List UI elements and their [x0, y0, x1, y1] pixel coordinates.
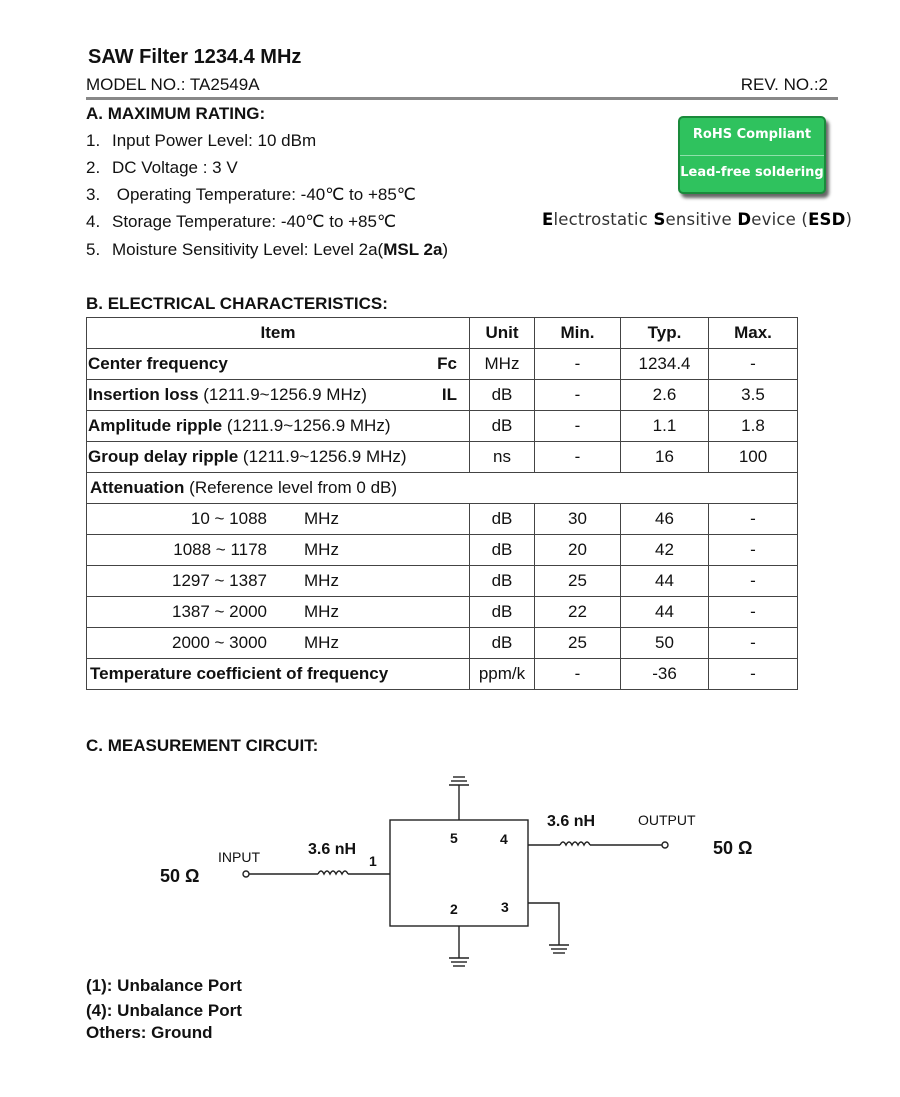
- document-title: SAW Filter 1234.4 MHz: [88, 46, 302, 68]
- table-row: 10 ~ 1088 MHz dB 30 46 -: [87, 504, 798, 535]
- table-row: 1297 ~ 1387 MHz dB 25 44 -: [87, 566, 798, 597]
- output-inductor: [560, 842, 590, 845]
- table-row: Center frequency Fc MHz - 1234.4 -: [87, 349, 798, 380]
- esd-label: Electrostatic Sensitive Device (ESD): [542, 210, 853, 229]
- table-row: 1088 ~ 1178 MHz dB 20 42 -: [87, 535, 798, 566]
- section-b-heading: B. ELECTRICAL CHARACTERISTICS:: [86, 294, 388, 313]
- attenuation-heading-row: Attenuation (Reference level from 0 dB): [87, 473, 798, 504]
- table-row: Insertion loss (1211.9~1256.9 MHz) IL dB - 2.6 3.5: [87, 380, 798, 411]
- col-header-unit: Unit: [470, 318, 535, 349]
- input-terminal: [243, 871, 249, 877]
- pin-label: 2: [450, 901, 458, 917]
- section-c-heading: C. MEASUREMENT CIRCUIT:: [86, 736, 319, 755]
- model-number: MODEL NO.: TA2549A: [86, 75, 260, 94]
- rating-item: 2. DC Voltage : 3 V: [86, 158, 238, 177]
- output-inductor-value: 3.6 nH: [547, 813, 596, 830]
- col-header-min: Min.: [535, 318, 621, 349]
- pin-label: 1: [369, 853, 377, 869]
- rating-item: 5. Moisture Sensitivity Level: Level 2a(MSL 2a): [86, 240, 449, 259]
- output-impedance: 50 Ω: [713, 838, 753, 858]
- ground-symbol-top: [449, 777, 469, 785]
- input-impedance: 50 Ω: [160, 866, 200, 886]
- col-header-item: Item: [87, 318, 470, 349]
- rating-item: 4. Storage Temperature: -40℃ to +85℃: [86, 212, 397, 231]
- section-a-heading: A. MAXIMUM RATING:: [86, 104, 266, 123]
- rating-item: 1. Input Power Level: 10 dBm: [86, 131, 317, 150]
- input-inductor-value: 3.6 nH: [308, 841, 357, 858]
- table-row: 1387 ~ 2000 MHz dB 22 44 -: [87, 597, 798, 628]
- output-terminal: [662, 842, 668, 848]
- rohs-label: RoHS Compliant: [692, 127, 812, 142]
- ground-symbol-right: [549, 945, 569, 953]
- col-header-max: Max.: [709, 318, 798, 349]
- revision-number: REV. NO.:2: [740, 75, 828, 94]
- pin-label: 4: [500, 831, 508, 847]
- pin-label: 5: [450, 830, 458, 846]
- table-row: Amplitude ripple (1211.9~1256.9 MHz) dB - 1.1 1.8: [87, 411, 798, 442]
- col-header-typ: Typ.: [621, 318, 709, 349]
- table-row: Group delay ripple (1211.9~1256.9 MHz) ns - 16 100: [87, 442, 798, 473]
- table-row: 2000 ~ 3000 MHz dB 25 50 -: [87, 628, 798, 659]
- table-row: Temperature coefficient of frequency ppm/k - -36 -: [87, 659, 798, 690]
- input-label: INPUT: [218, 849, 260, 865]
- port-note: Others: Ground: [86, 1023, 213, 1042]
- pin-label: 3: [501, 899, 509, 915]
- port-note: (1): Unbalance Port: [86, 976, 242, 995]
- output-label: OUTPUT: [638, 812, 696, 828]
- lead-free-label: Lead-free soldering: [680, 155, 824, 193]
- port-note: (4): Unbalance Port: [86, 1001, 242, 1020]
- ground-symbol-bottom: [449, 958, 469, 966]
- rating-item: 3. Operating Temperature: -40℃ to +85℃: [86, 185, 416, 204]
- input-inductor: [318, 871, 348, 874]
